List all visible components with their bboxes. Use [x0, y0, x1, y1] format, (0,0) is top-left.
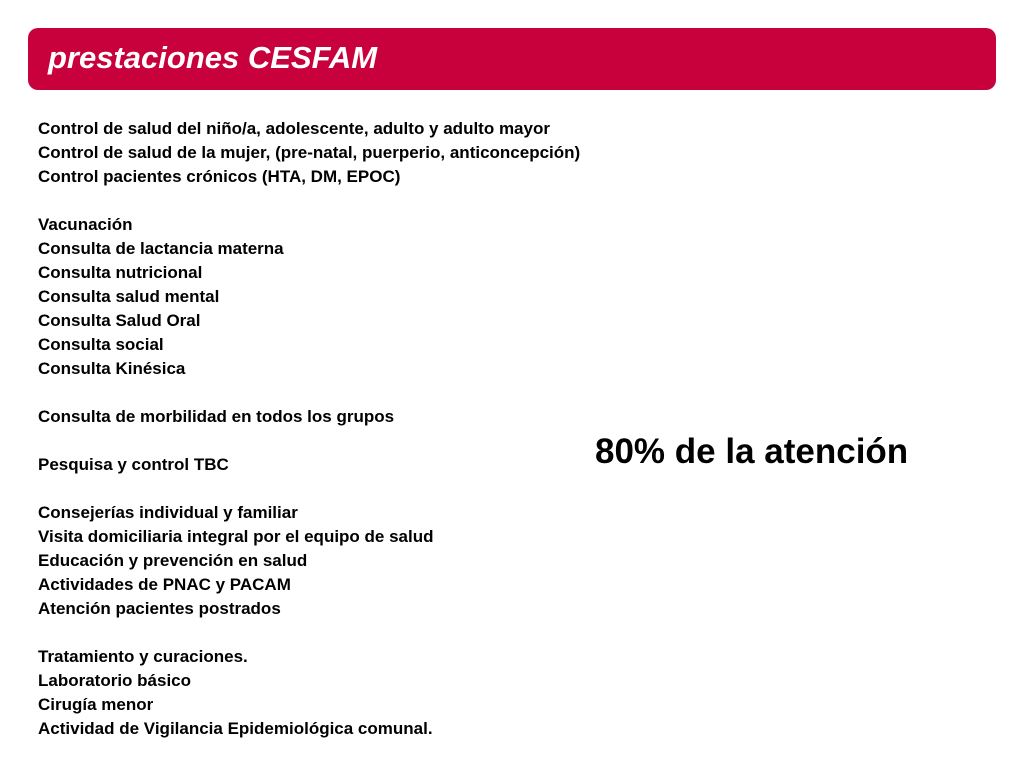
service-group-consultations: [38, 213, 698, 381]
list-item: Vacunación: [38, 215, 133, 234]
list-item: Pesquisa y control TBC: [38, 455, 229, 474]
list-item: Control de salud del niño/a, adolescente, adulto y adulto mayor: [38, 119, 550, 138]
list-item: Consulta de morbilidad en todos los grupos: [38, 407, 395, 426]
title-bar: [28, 28, 996, 90]
service-group-community: [38, 501, 698, 621]
list-item: Consulta de lactancia materna: [38, 239, 284, 258]
service-group-procedures: [38, 645, 698, 741]
services-list: [38, 117, 698, 741]
list-item: Tratamiento y curaciones.: [38, 647, 248, 666]
page-title: prestaciones CESFAM: [48, 40, 378, 75]
list-item: Actividad de Vigilancia Epidemiológica comunal.: [38, 719, 433, 738]
list-item: Consulta salud mental: [38, 287, 220, 306]
list-item: Control de salud de la mujer, (pre-natal, puerperio, anticoncepción): [38, 143, 581, 162]
list-item: Consejerías individual y familiar: [38, 503, 298, 522]
list-item: Control pacientes crónicos (HTA, DM, EPOC): [38, 167, 401, 186]
list-item: Cirugía menor: [38, 695, 154, 714]
list-item: Atención pacientes postrados: [38, 599, 281, 618]
list-item: Consulta Salud Oral: [38, 311, 201, 330]
list-item: Visita domiciliaria integral por el equipo de salud: [38, 527, 434, 546]
list-item: Consulta nutricional: [38, 263, 203, 282]
list-item: Educación y prevención en salud: [38, 551, 308, 570]
list-item: Actividades de PNAC y PACAM: [38, 575, 291, 594]
service-group-controls: [38, 117, 698, 189]
service-group-morbidity: [38, 405, 698, 429]
list-item: Consulta social: [38, 335, 164, 354]
list-item: Laboratorio básico: [38, 671, 192, 690]
list-item: Consulta Kinésica: [38, 359, 186, 378]
coverage-highlight: 80% de la atención: [595, 432, 909, 471]
